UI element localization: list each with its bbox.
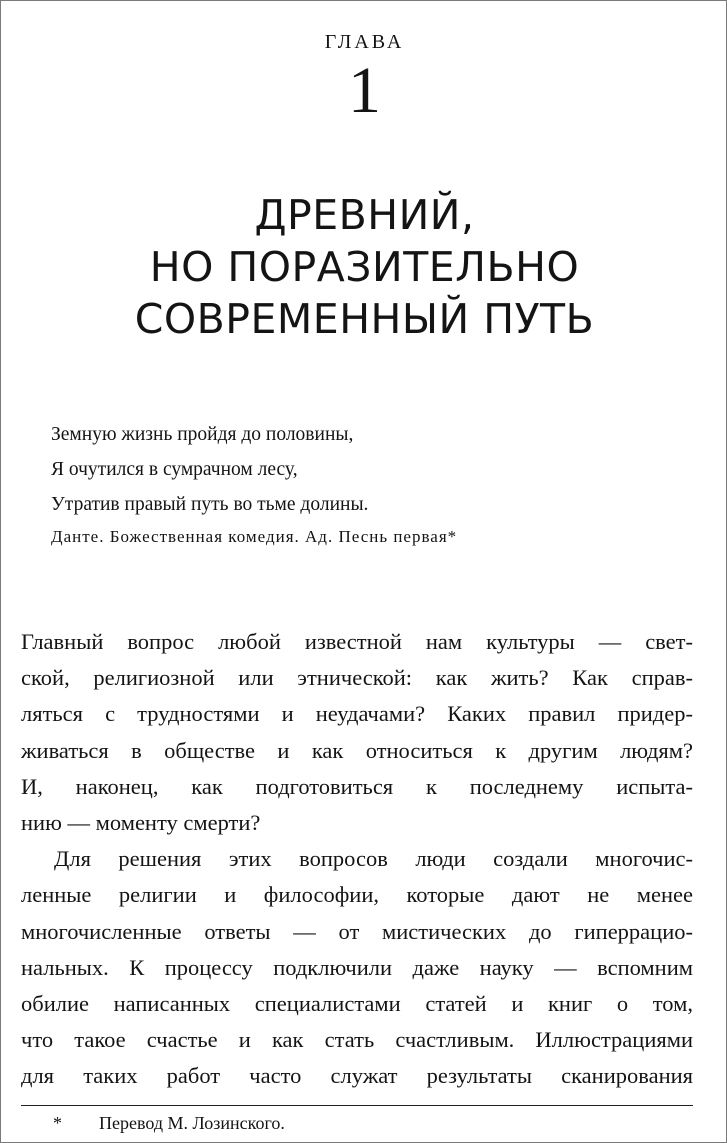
paragraph <box>21 624 693 841</box>
text-line: Для решения этих вопросов люди создали многочис- <box>54 846 693 872</box>
epigraph-line: Утратив правый путь во тьме долины. <box>51 494 369 515</box>
text-line: обилие написанных специалистами статей и книг о том, <box>21 991 693 1017</box>
text-line: ляться с трудностями и неудачами? Каких правил придер- <box>21 701 693 727</box>
body-text <box>21 624 693 1095</box>
footnote-mark: * <box>53 1113 62 1133</box>
text-line: живаться в обществе и как относиться к другим людям? <box>21 737 693 763</box>
text-line: ской, религиозной или этнической: как жить? Как справ- <box>21 665 693 691</box>
footnote-text: Перевод М. Лозинского. <box>99 1113 285 1133</box>
chapter-title-line: ДРЕВНИЙ, <box>254 191 475 239</box>
chapter-label: ГЛАВА <box>324 31 405 53</box>
text-line: что такое счастье и как стать счастливым. Иллюстрациями <box>21 1027 693 1053</box>
text-line: многочисленные ответы — от мистических до гиперрацио- <box>21 918 693 944</box>
text-line: И, наконец, как подготовиться к последнему испыта- <box>21 773 693 799</box>
epigraph-line: Я очутился в сумрачном лесу, <box>51 459 298 480</box>
chapter-number: 1 <box>348 54 381 127</box>
chapter-title <box>1 189 727 345</box>
text-line: нальных. К процессу подключили даже науку — вспомним <box>21 954 693 980</box>
text-line: нию — моменту смерти? <box>21 810 261 836</box>
text-line: Главный вопрос любой известной нам культуры — свет- <box>21 629 693 654</box>
chapter-title-line: СОВРЕМЕННЫЙ ПУТЬ <box>134 295 595 343</box>
paragraph <box>21 841 693 1094</box>
epigraph-source: Данте. Божественная комедия. Ад. Песнь первая* <box>51 527 458 546</box>
footnote <box>53 1113 285 1134</box>
text-line: для таких работ часто служат результаты сканирования <box>21 1063 693 1089</box>
chapter-title-line: НО ПОРАЗИТЕЛЬНО <box>149 243 580 291</box>
epigraph-line: Земную жизнь пройдя до половины, <box>51 424 354 445</box>
epigraph <box>51 417 691 547</box>
text-line: ленные религии и философии, которые дают не менее <box>21 882 693 908</box>
footnote-divider <box>21 1105 693 1106</box>
